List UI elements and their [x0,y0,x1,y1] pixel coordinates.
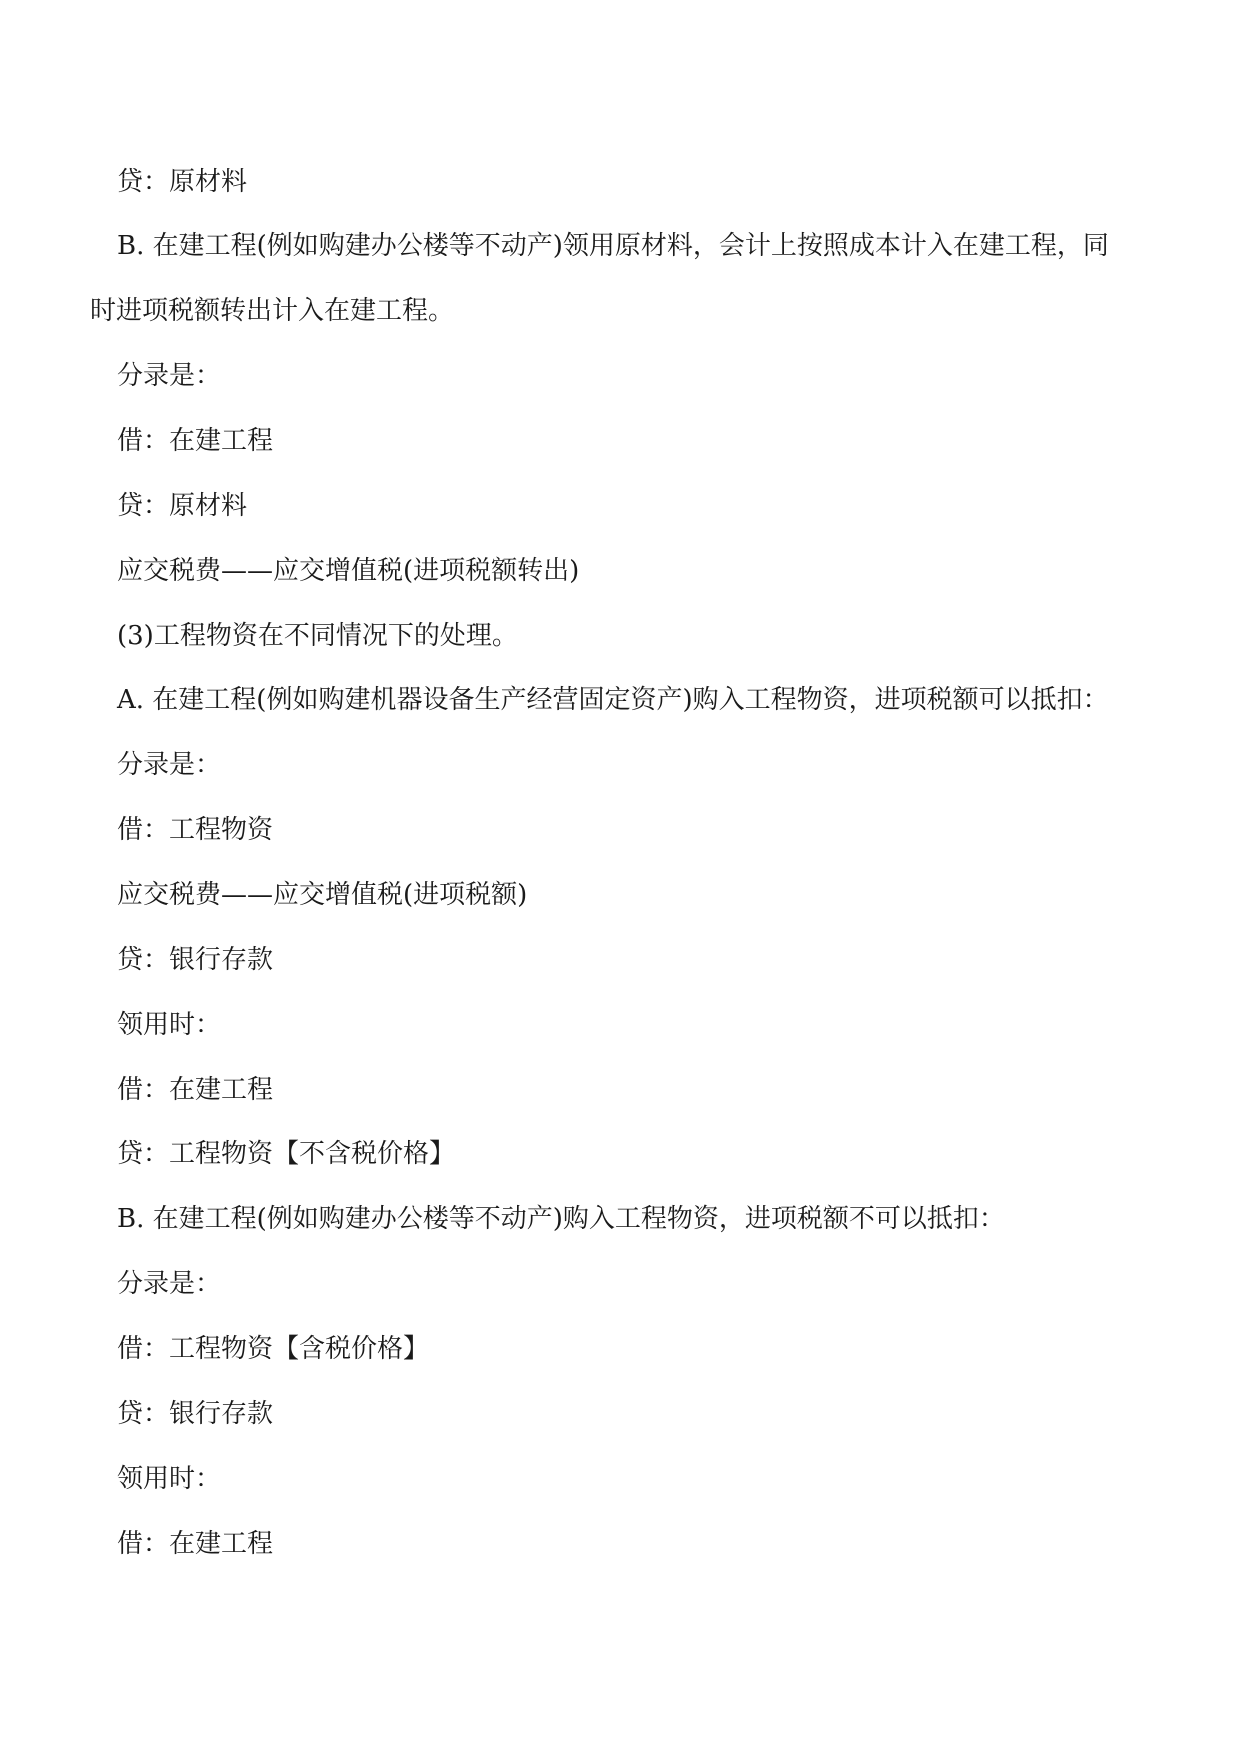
text-line: 应交税费——应交增值税(进项税额) [117,880,528,910]
text-line: 借：在建工程 [117,1529,274,1559]
text-line: 贷：原材料 [117,491,248,521]
text-line: 贷：工程物资【不含税价格】 [117,1139,456,1169]
text-line: 时进项税额转出计入在建工程。 [90,296,455,326]
text-line: 借：在建工程 [117,1075,274,1105]
text-line: 贷：银行存款 [117,1399,274,1429]
text-line: (3)工程物资在不同情况下的处理。 [117,621,518,651]
text-line: 借：在建工程 [117,426,274,456]
text-line: B. 在建工程(例如购建办公楼等不动产)领用原材料，会计上按照成本计入在建工程，同 [117,231,1109,261]
text-line: 借：工程物资【含税价格】 [117,1334,430,1364]
text-line: 借：工程物资 [117,815,274,845]
text-line: A. 在建工程(例如购建机器设备生产经营固定资产)购入工程物资，进项税额可以抵扣： [117,685,1109,715]
text-line: 领用时： [117,1010,222,1040]
text-line: B. 在建工程(例如购建办公楼等不动产)购入工程物资，进项税额不可以抵扣： [117,1204,1005,1234]
text-line: 贷：银行存款 [117,945,274,975]
text-line: 贷：原材料 [117,167,248,197]
text-line: 分录是： [117,361,222,391]
text-line: 应交税费——应交增值税(进项税额转出) [117,556,580,586]
text-line: 分录是： [117,1269,222,1299]
text-line: 分录是： [117,750,222,780]
text-line: 领用时： [117,1464,222,1494]
